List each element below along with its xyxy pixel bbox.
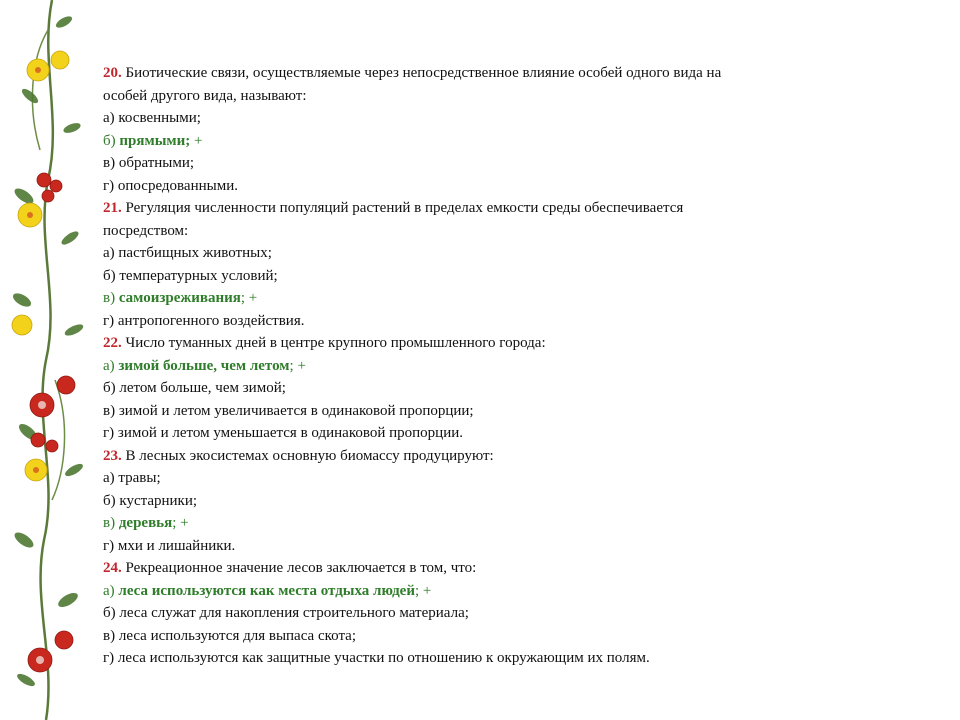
correct-answer: самоизреживания — [118, 290, 241, 306]
question-line — [103, 85, 883, 108]
correct-answer: зимой больше, чем летом — [118, 357, 290, 374]
correct-mark: ; + — [289, 357, 306, 374]
correct-mark: ; + — [172, 515, 189, 531]
answer-option: б) летом больше, чем зимой; — [103, 380, 286, 396]
question-text: В лесных экосистемах основную биомассу продуцируют: — [121, 447, 494, 464]
question-line — [103, 62, 883, 85]
correct-answer: прямыми; — [119, 132, 191, 149]
answer-option: г) антропогенного воздействия. — [103, 312, 305, 329]
question-line — [103, 332, 883, 355]
quiz-content — [103, 62, 883, 670]
answer-option: г) опосредованными. — [103, 177, 238, 194]
correct-mark: + — [190, 132, 203, 149]
answer-option: в) обратными; — [103, 155, 195, 171]
answer-option: б) леса служат для накопления строительного материала; — [103, 605, 469, 621]
answer-option: г) зимой и летом уменьшается в одинаковой пропорции. — [103, 425, 463, 441]
question-number: 21. — [103, 200, 122, 216]
floral-border-decoration — [0, 0, 100, 720]
question-line — [103, 445, 883, 468]
correct-answer: деревья — [118, 515, 173, 531]
question-number: 22. — [103, 335, 122, 351]
answer-option: г) леса используются как защитные участки по отношению к окружающим их полям. — [103, 650, 650, 666]
answer-option-correct: а) леса используются как места отдыха людей; + — [103, 582, 432, 599]
question-20 — [103, 62, 883, 197]
question-text: посредством: — [103, 222, 189, 239]
answer-option: в) зимой и летом увеличивается в одинаковой пропорции; — [103, 402, 474, 419]
question-line — [103, 220, 883, 243]
answer-option: а) косвенными; — [103, 110, 201, 126]
answer-option: а) травы; — [103, 470, 161, 486]
question-21 — [103, 197, 883, 332]
answer-option: б) температурных условий; — [103, 267, 278, 284]
question-text: Рекреационное значение лесов заключается в том, что: — [121, 560, 477, 576]
question-23 — [103, 445, 883, 558]
answer-option: в) леса используются для выпаса скота; — [103, 627, 357, 644]
question-text: Регуляция численности популяций растений в пределах емкости среды обеспечивается — [121, 200, 684, 216]
question-number: 23. — [103, 447, 122, 464]
correct-mark: ; + — [414, 582, 432, 599]
answer-option-correct: в) деревья; + — [103, 515, 189, 531]
correct-answer: леса используются как места отдыха людей — [118, 582, 415, 599]
question-text: Число туманных дней в центре крупного промышленного города: — [121, 335, 546, 351]
answer-option-correct: б) прямыми; + — [103, 132, 203, 149]
question-number: 20. — [103, 65, 122, 81]
question-24 — [103, 557, 883, 670]
question-line — [103, 557, 883, 580]
question-line — [103, 197, 883, 220]
question-22 — [103, 332, 883, 445]
question-text: особей другого вида, называют: — [103, 87, 307, 104]
question-number: 24. — [103, 560, 122, 576]
answer-option: а) пастбищных животных; — [103, 245, 272, 261]
correct-mark: ; + — [240, 290, 258, 306]
answer-option-correct: в) самоизреживания; + — [103, 290, 258, 306]
answer-option: б) кустарники; — [103, 492, 198, 509]
answer-option: г) мхи и лишайники. — [103, 537, 236, 554]
answer-option-correct: а) зимой больше, чем летом; + — [103, 357, 306, 374]
question-text: Биотические связи, осуществляемые через непосредственное влияние особей одного вида на — [121, 65, 722, 81]
